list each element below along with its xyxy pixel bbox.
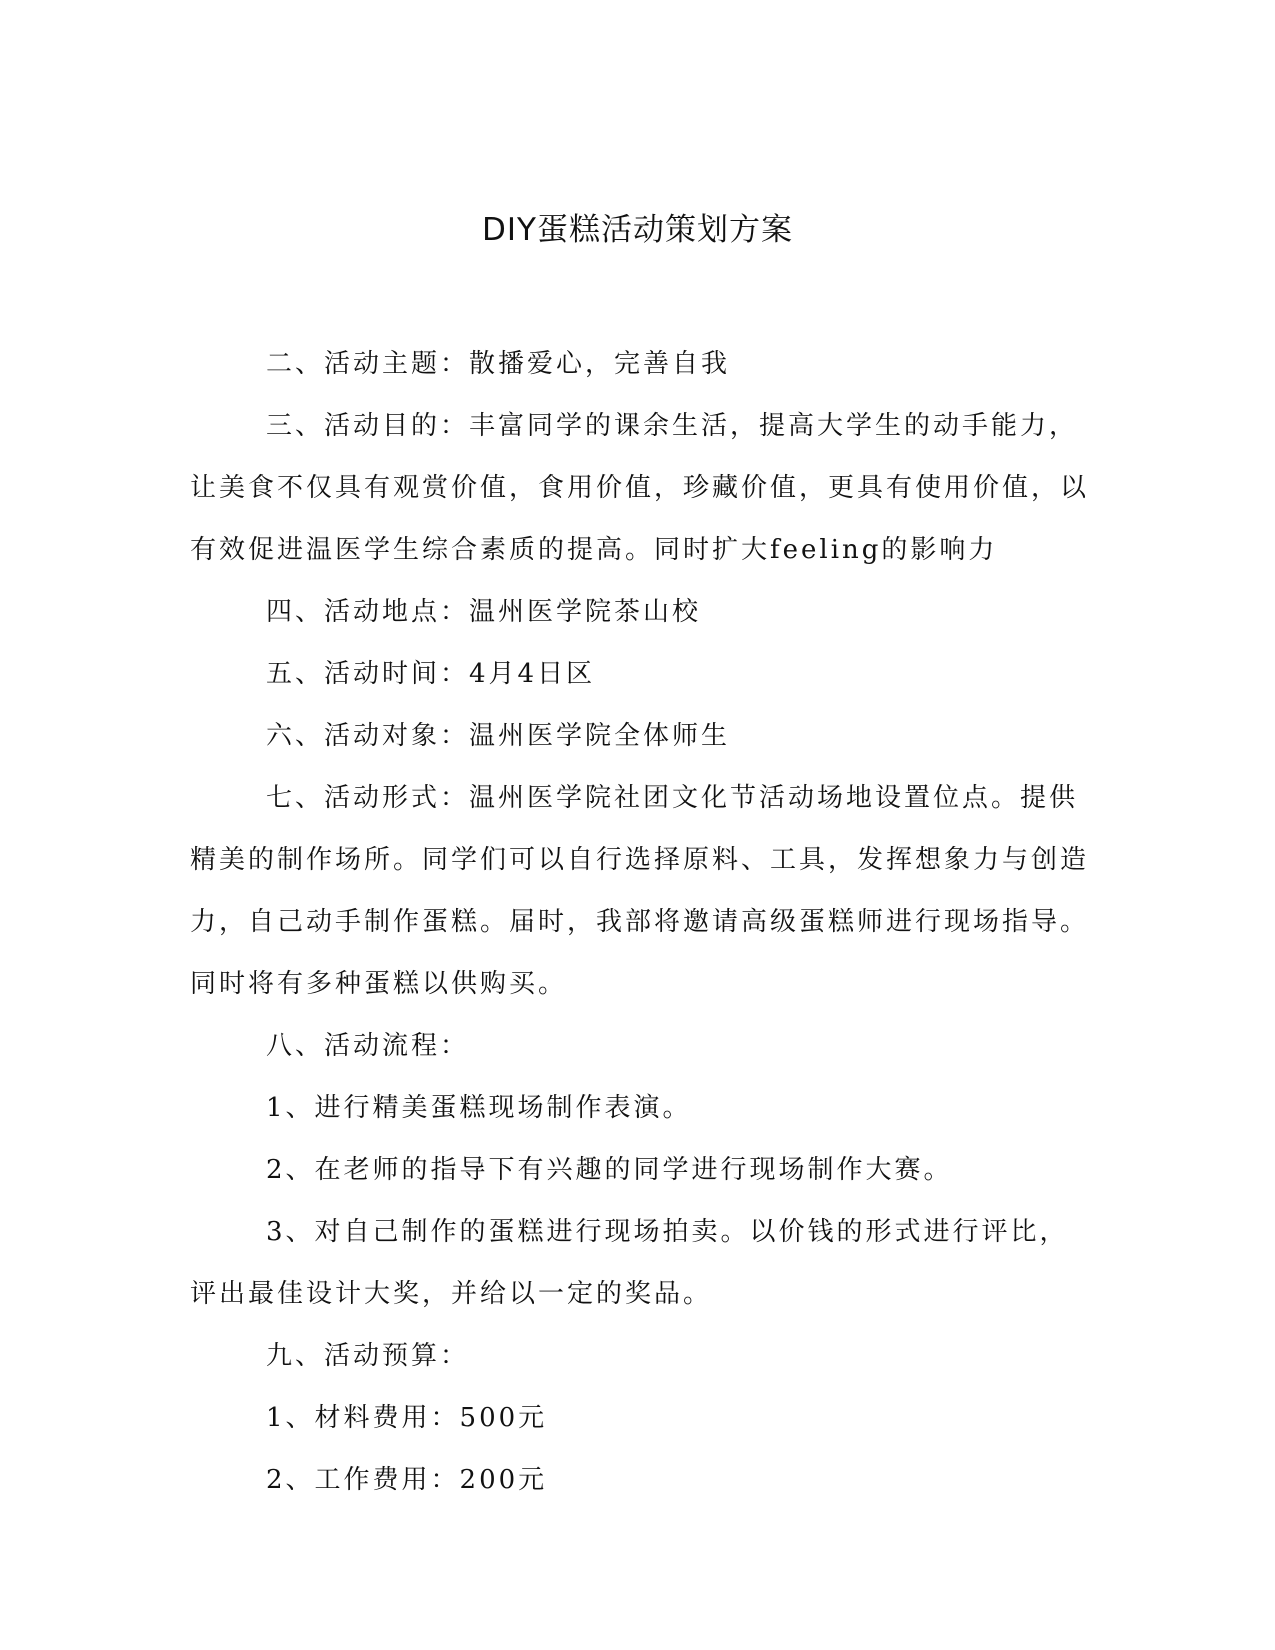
paragraph-location: 四、活动地点：温州医学院茶山校 — [266, 597, 702, 627]
paragraph-format: 七、活动形式：温州医学院社团文化节活动场地设置位点。提供精美的制作场所。同学们可以自行选择原料、工具，发挥想象力与创造力，自己动手制作蛋糕。届时，我部将邀请高级蛋糕师进行现场指导。同时将有多种蛋糕以供购买。 — [190, 783, 1090, 999]
paragraph-budget-work: 2、工作费用：200元 — [266, 1465, 548, 1495]
paragraph-process-step-3: 3、对自己制作的蛋糕进行现场拍卖。以价钱的形式进行评比，评出最佳设计大奖，并给以一定的奖品。 — [190, 1217, 1069, 1309]
paragraph-process-step-2: 2、在老师的指导下有兴趣的同学进行现场制作大赛。 — [266, 1155, 953, 1185]
paragraph-time: 五、活动时间：4月4日区 — [266, 659, 596, 689]
paragraph-theme: 二、活动主题：散播爱心，完善自我 — [266, 349, 731, 379]
document-body — [190, 333, 1090, 1511]
paragraph-budget-materials: 1、材料费用：500元 — [266, 1403, 548, 1433]
paragraph-purpose: 三、活动目的：丰富同学的课余生活，提高大学生的动手能力，让美食不仅具有观赏价值，食用价值，珍藏价值，更具有使用价值，以有效促进温医学生综合素质的提高。同时扩大feeling的影响力 — [190, 411, 1090, 565]
paragraph-process-heading: 八、活动流程： — [266, 1031, 470, 1061]
paragraph-audience: 六、活动对象：温州医学院全体师生 — [266, 721, 731, 751]
paragraph-process-step-1: 1、进行精美蛋糕现场制作表演。 — [266, 1093, 692, 1123]
document-title: DIY蛋糕活动策划方案 — [482, 212, 793, 248]
paragraph-budget-heading: 九、活动预算： — [266, 1341, 470, 1371]
